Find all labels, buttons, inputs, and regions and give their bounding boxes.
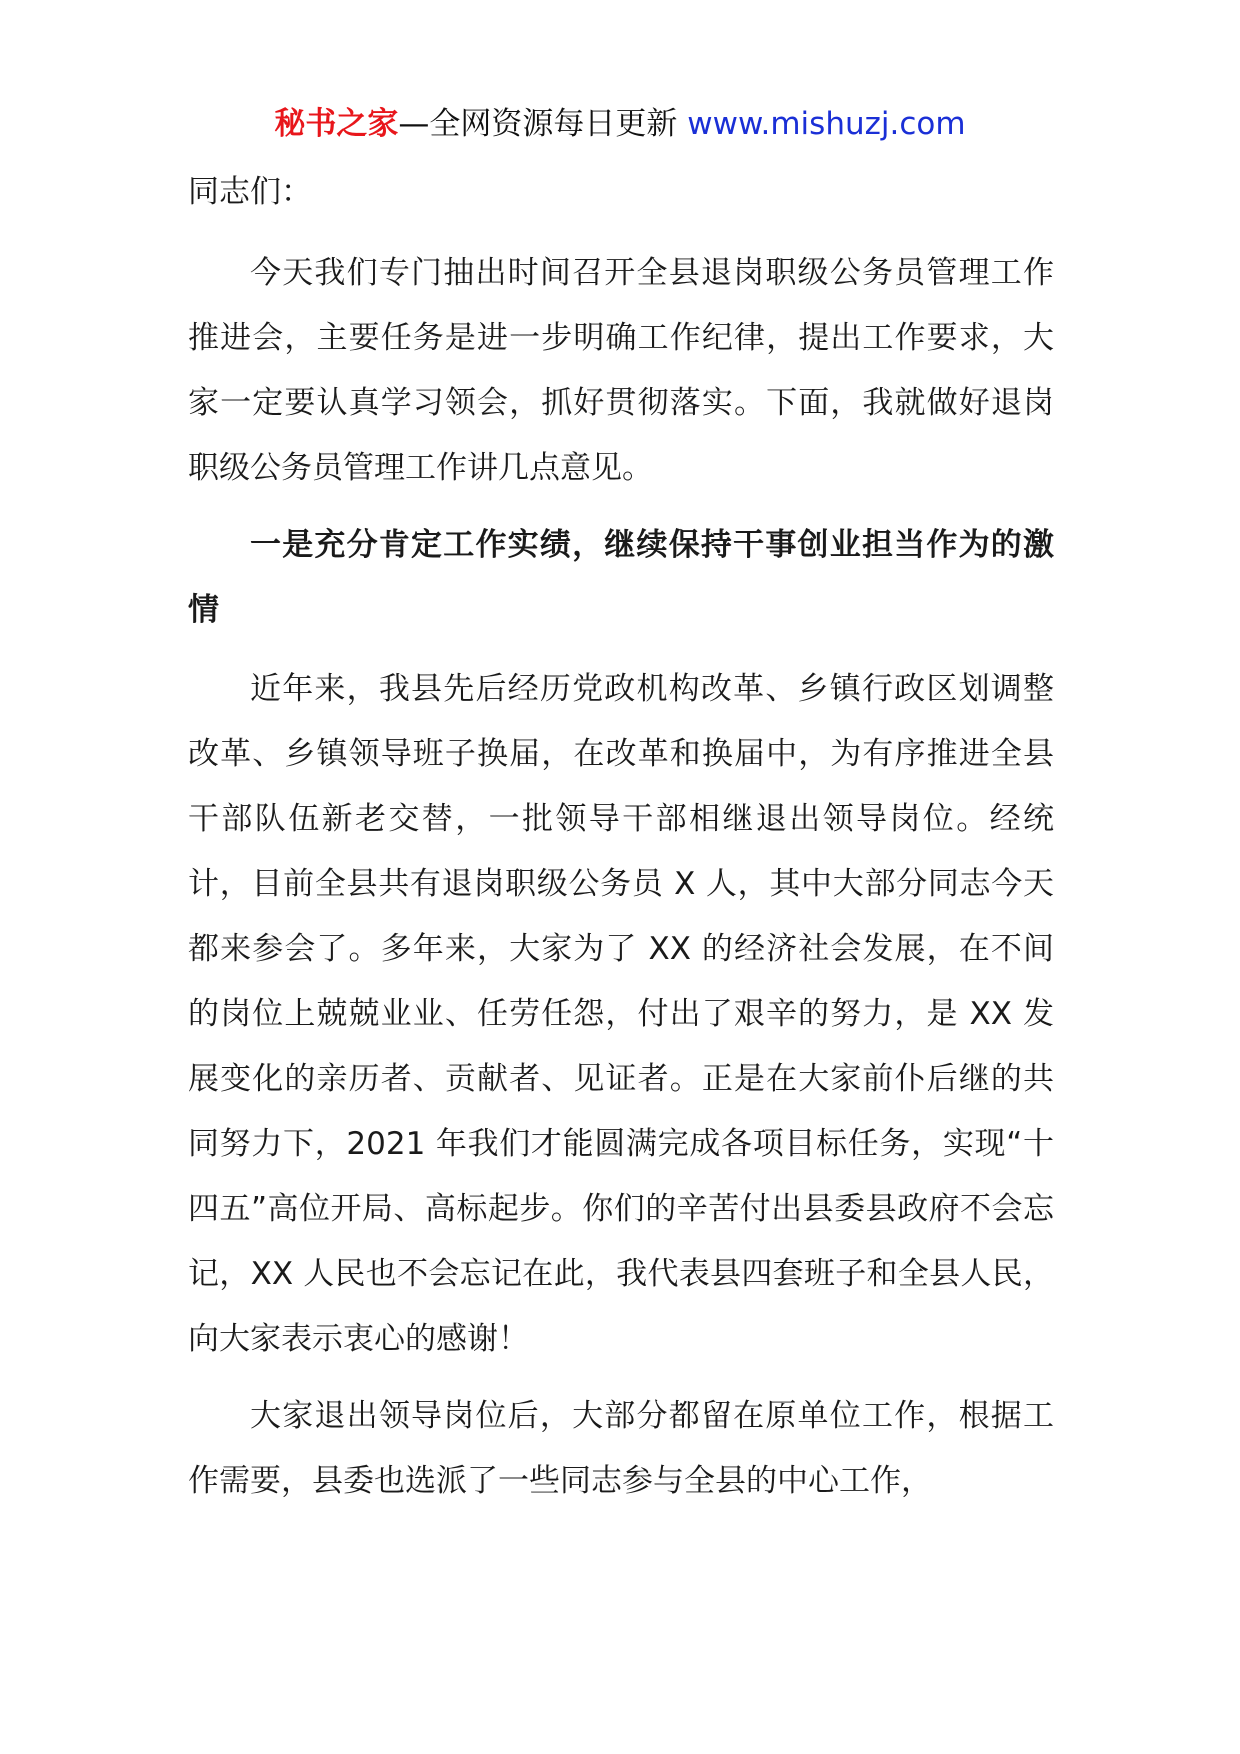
brand-name: 秘书之家 [274, 106, 399, 142]
header-tagline: —全网资源每日更新 [398, 106, 678, 142]
paragraph-achievements: 近年来，我县先后经历党政机构改革、乡镇行政区划调整改革、乡镇领导班子换届，在改革和换届中，为有序推进全县干部队伍新老交替，一批领导干部相继退出领导岗位。经统计，目前全县共有退岗职级公务员 X 人，其中大部分同志今天都来参会了。多年来，大家为了 XX 的经济社会发展，在不间的岗位上兢兢业业、任劳任怨，付出了艰辛的努力，是 XX 发展变化的亲历者、贡献者、见证者。正是在大家前仆后继的共同努力下，2021 年我们才能圆满完成各项目标任务，实现“十四五”高位开局、高标起步。你们的辛苦付出县委县政府不会忘记，XX 人民也不会忘记在此，我代表县四套班子和全县人民，向大家表示衷心的感谢！ [188, 671, 1054, 1357]
paragraph-intro: 今天我们专门抽出时间召开全县退岗职级公务员管理工作推进会，主要任务是进一步明确工作纪律，提出工作要求，大家一定要认真学习领会，抓好贯彻落实。下面，我就做好退岗职级公务员管理工作讲几点意见。 [188, 255, 1054, 486]
section-heading: 一是充分肯定工作实绩，继续保持干事创业担当作为的激情 [188, 527, 1054, 628]
site-header [0, 100, 1240, 148]
salutation: 同志们： [188, 174, 312, 210]
paragraph-after-retirement: 大家退出领导岗位后，大部分都留在原单位工作，根据工作需要，县委也选派了一些同志参与全县的中心工作， [188, 1398, 1054, 1499]
document-body [188, 160, 1054, 1526]
site-url-link[interactable]: www.mishuzj.com [687, 106, 966, 142]
